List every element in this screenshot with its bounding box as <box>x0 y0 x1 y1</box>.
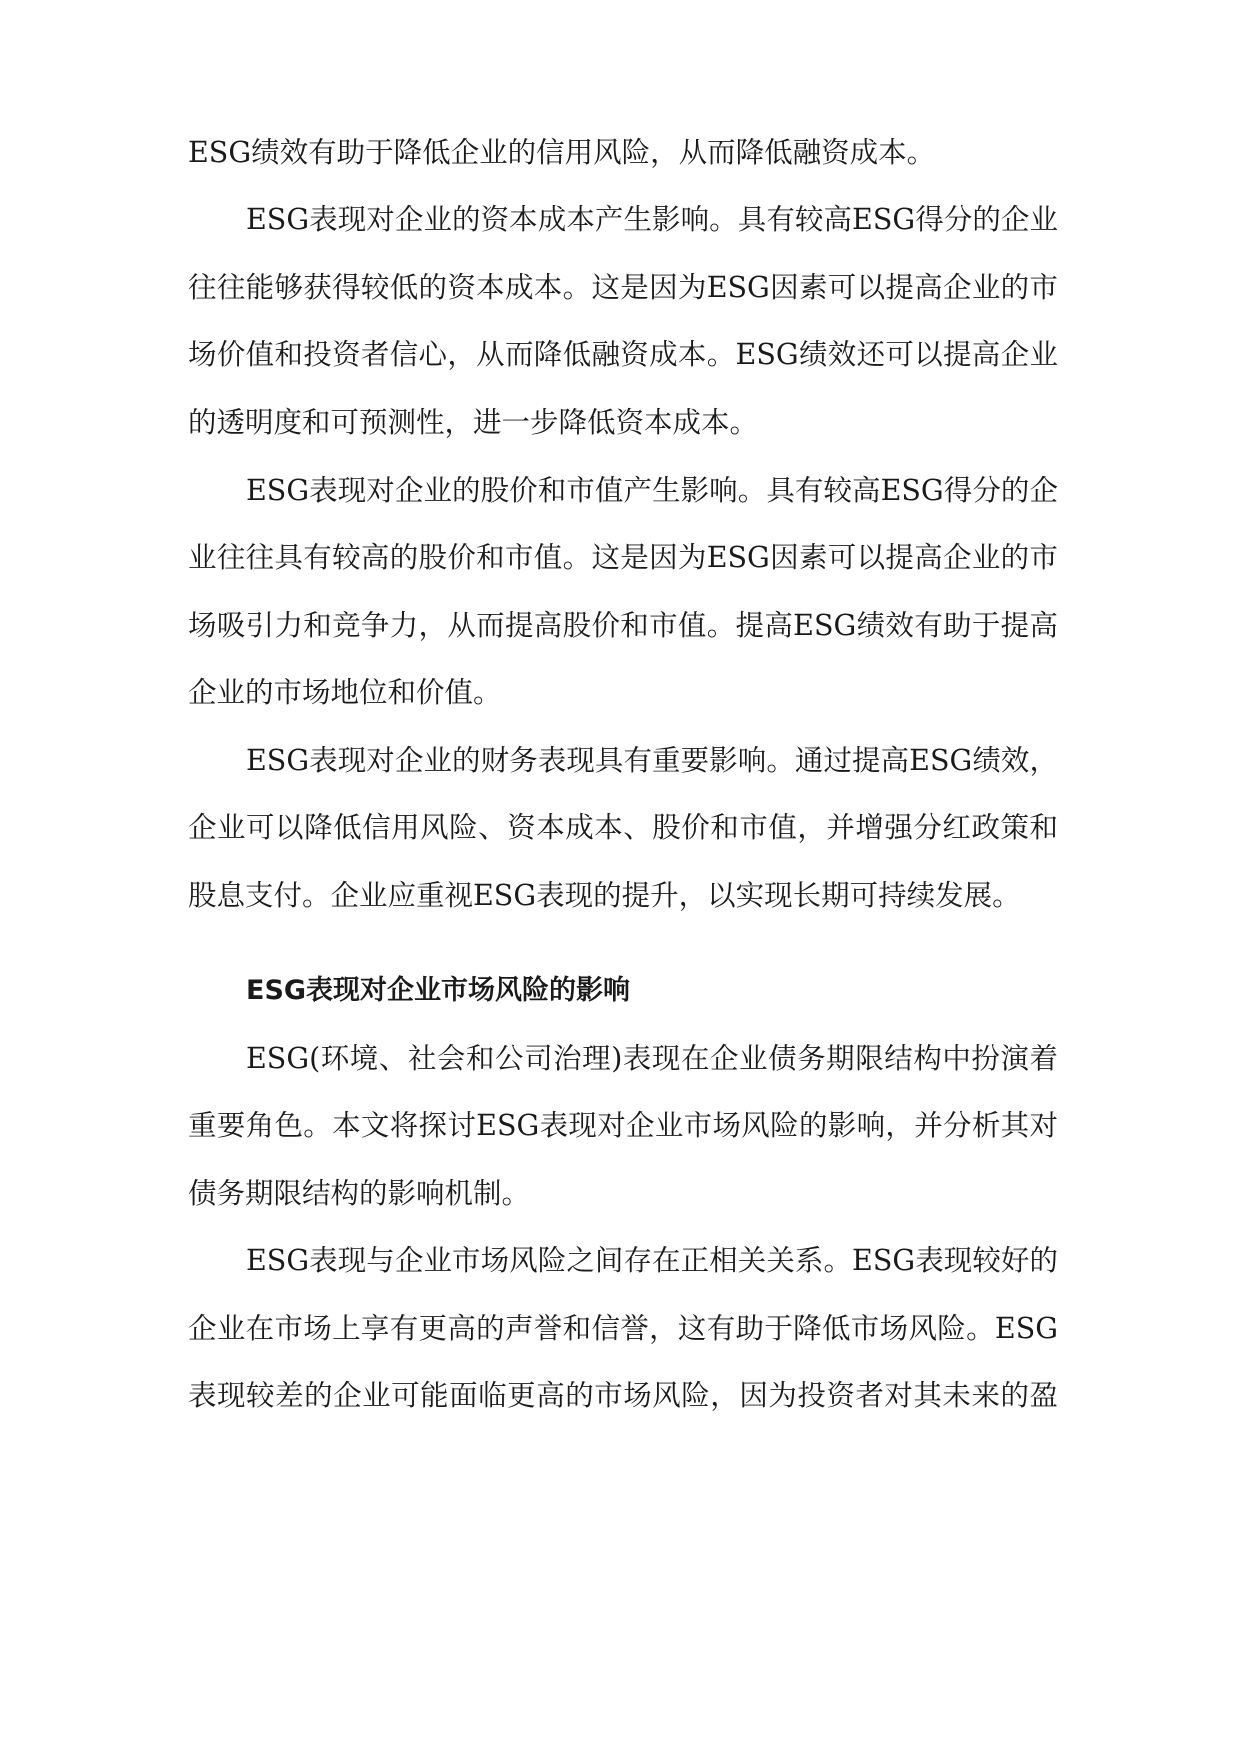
paragraph-line: ESG表现对企业的股价和市值产生影响。具有较高ESG得分的企 <box>246 474 1058 507</box>
paragraph-line: 企业在市场上享有更高的声誉和信誉，这有助于降低市场风险。ESG <box>188 1312 1058 1345</box>
paragraph-line: 业往往具有较高的股价和市值。这是因为ESG因素可以提高企业的市 <box>188 541 1058 574</box>
paragraph-line: 股息支付。企业应重视ESG表现的提升，以实现长期可持续发展。 <box>188 879 1021 912</box>
paragraph-line: ESG表现对企业的资本成本产生影响。具有较高ESG得分的企业 <box>246 203 1058 236</box>
section-heading: ESG表现对企业市场风险的影响 <box>246 975 631 1006</box>
paragraph-line: 重要角色。本文将探讨ESG表现对企业市场风险的影响，并分析其对 <box>188 1109 1058 1142</box>
paragraph-line: ESG(环境、社会和公司治理)表现在企业债务期限结构中扮演着 <box>246 1042 1058 1075</box>
paragraph-line: 企业的市场地位和价值。 <box>188 676 502 709</box>
paragraph-line: 债务期限结构的影响机制。 <box>188 1177 531 1210</box>
paragraph-line: 企业可以降低信用风险、资本成本、股价和市值，并增强分红政策和 <box>188 811 1058 844</box>
paragraph-line: ESG绩效有助于降低企业的信用风险，从而降低融资成本。 <box>188 136 936 169</box>
paragraph-line: ESG表现对企业的财务表现具有重要影响。通过提高ESG绩效， <box>246 744 1058 777</box>
paragraph-line: 场价值和投资者信心，从而降低融资成本。ESG绩效还可以提高企业 <box>188 338 1058 371</box>
paragraph-line: 的透明度和可预测性，进一步降低资本成本。 <box>188 406 759 439</box>
paragraph-line: ESG表现与企业市场风险之间存在正相关关系。ESG表现较好的 <box>246 1244 1058 1277</box>
paragraph-line: 往往能够获得较低的资本成本。这是因为ESG因素可以提高企业的市 <box>188 271 1058 304</box>
paragraph-line: 场吸引力和竞争力，从而提高股价和市值。提高ESG绩效有助于提高 <box>188 609 1058 642</box>
paragraph-line: 表现较差的企业可能面临更高的市场风险，因为投资者对其未来的盈 <box>188 1379 1058 1412</box>
